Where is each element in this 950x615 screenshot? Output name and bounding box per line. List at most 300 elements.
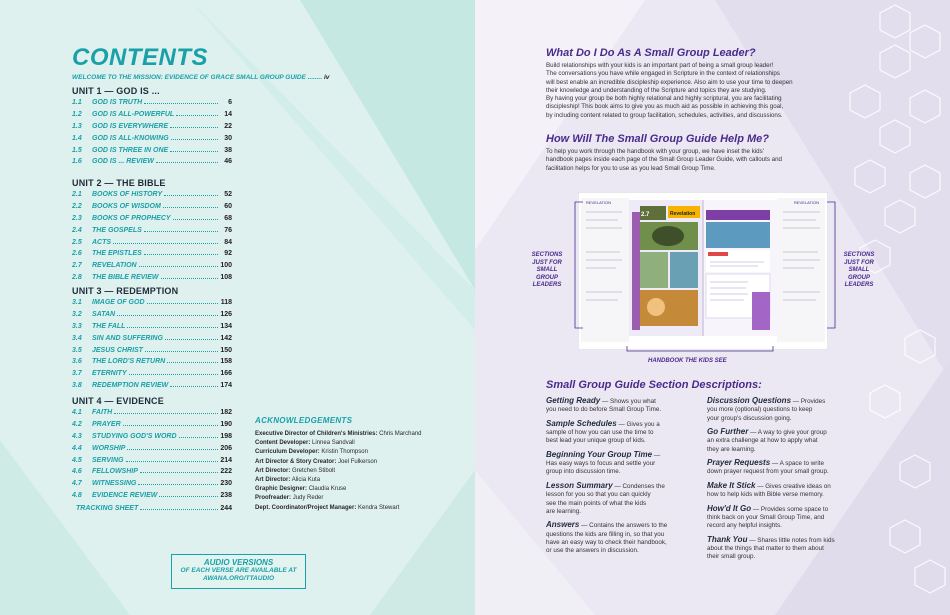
toc-page: 244 [220, 505, 232, 512]
toc-page: 46 [224, 158, 232, 166]
toc-page: 52 [224, 191, 232, 198]
description-dash: — [600, 398, 611, 405]
toc-number: 2.2 [72, 202, 82, 210]
ack-role: Art Director & Story Creator: [255, 458, 337, 465]
toc-label: BOOKS OF PROPHECY [92, 214, 171, 222]
toc-number: 2.8 [72, 274, 82, 282]
toc-row[interactable] [72, 227, 232, 239]
toc-row[interactable] [72, 468, 232, 480]
ack-role: Curriculum Developer: [255, 449, 320, 456]
toc-row-tracking-sheet[interactable] [76, 505, 232, 512]
toc-label: THE LORD'S RETURN [92, 358, 166, 366]
description-line: down prayer request from your small group. [707, 468, 829, 476]
description-dash: — [751, 505, 761, 513]
toc-dots [176, 115, 218, 116]
description-line: Condenses the [622, 482, 665, 490]
toc-label: GOD IS THREE IN ONE [92, 146, 169, 154]
description-line: record any helpful insights. [707, 522, 782, 530]
toc-page: 230 [220, 480, 232, 488]
toc-row[interactable] [72, 492, 232, 504]
toc-dots [167, 362, 218, 363]
description-dash: — [612, 482, 623, 490]
toc-number: 4.7 [72, 480, 82, 488]
description-dash: — [748, 429, 758, 437]
toc-label: ACTS [92, 238, 112, 246]
toc-dots [140, 472, 218, 473]
toc-page: 174 [220, 382, 232, 390]
toc-page: 118 [220, 299, 232, 306]
description-line: you need to do before Small Group Time. [546, 406, 662, 414]
toc-page: 150 [220, 346, 232, 354]
toc-number: 4.6 [72, 468, 82, 476]
toc-page: 166 [220, 370, 232, 378]
description-line: Provides some space to [760, 505, 829, 513]
description-line: Shares little notes from kids [757, 536, 835, 544]
toc-page: 38 [224, 146, 232, 154]
welcome-entry[interactable] [72, 74, 372, 81]
toc-dots [170, 386, 218, 387]
audio-line-1: AUDIO VERSIONS [203, 558, 274, 567]
description-line: A way to give your group [757, 429, 827, 437]
ack-role: Executive Director of Children's Ministries: [255, 431, 378, 437]
toc-number: 4.3 [72, 432, 82, 440]
description-dash: — [652, 451, 661, 459]
toc-dots [113, 243, 218, 244]
description-line: have an easy way to check their handbook, [546, 538, 667, 546]
toc-label: ETERNITY [92, 370, 127, 378]
toc-unit [72, 178, 232, 286]
toc-row[interactable] [72, 158, 232, 170]
toc-row[interactable] [72, 99, 232, 111]
acknowledgement-line [255, 467, 465, 476]
toc-page: 60 [224, 202, 232, 210]
toc-number: 1.2 [72, 110, 82, 118]
toc-label: FAITH [92, 409, 113, 416]
acknowledgements-title: ACKNOWLEDGEMENTS [255, 416, 353, 425]
acknowledgement-line [255, 494, 465, 503]
toc-dots [114, 413, 218, 414]
toc-page: 214 [220, 456, 232, 464]
toc-row[interactable] [72, 239, 232, 251]
handbook-section-number: 2.7 [641, 212, 650, 218]
toc-page: 84 [224, 238, 232, 246]
description-title: Lesson Summary [546, 480, 613, 490]
toc-page: 6 [228, 99, 232, 106]
handbook-section-title: Revelation [670, 211, 696, 217]
ack-role: Art Director: [255, 467, 291, 474]
description-dash: — [770, 460, 780, 468]
descriptions-column-left [546, 397, 701, 561]
ack-role: Dept. Coordinator/Project Manager: [255, 504, 357, 511]
description-dash: — [747, 536, 758, 544]
description-dash: — [755, 482, 766, 490]
ack-role: Proofreader: [255, 495, 292, 502]
toc-number: 2.6 [72, 250, 82, 258]
paragraph-line: Build relationships with your kids is an important part of being a small group leader! [546, 62, 774, 69]
description-line: how to help kids with Bible verse memory. [707, 491, 824, 499]
description-item [546, 482, 701, 516]
toc-page: 142 [220, 334, 232, 342]
toc-dots [145, 351, 218, 352]
ack-name: Joel Fulkerson [338, 458, 378, 465]
toc-number: 1.4 [72, 134, 82, 142]
toc-row[interactable] [72, 409, 232, 421]
toc-number: 2.1 [72, 191, 82, 198]
toc-page: 100 [220, 262, 232, 270]
paragraph-line: by including content related to group facilitation, schedules, activities, and discussions. [546, 111, 783, 119]
section-body-leader [546, 62, 836, 120]
paragraph-line: discipleship! This book aims to give you as much aid as possible in achieving this goal, [546, 103, 784, 111]
toc-label: THE EPISTLES [92, 250, 142, 258]
bracket-left [565, 200, 585, 330]
toc-row[interactable] [72, 433, 232, 445]
toc-row[interactable] [72, 123, 232, 135]
description-title: Prayer Requests [707, 458, 771, 468]
paragraph-line: SECTIONS [531, 252, 563, 258]
description-line: their small group. [707, 553, 756, 561]
description-line: see the main points of what the kids [546, 499, 647, 507]
toc-row[interactable] [72, 382, 232, 394]
ack-role: Art Director: [255, 477, 291, 484]
ack-name: Alicia Kuta [291, 477, 321, 484]
toc-page: 222 [220, 468, 232, 476]
paragraph-line: SMALL [536, 267, 558, 273]
toc-page: 126 [220, 310, 232, 318]
description-item [546, 420, 701, 446]
description-dash: — [579, 522, 590, 530]
paragraph-line: facilitation helps for you to use as you lead Small Group Time. [546, 164, 716, 172]
description-item [707, 505, 862, 531]
description-line: A space to write [779, 460, 825, 468]
toc-row[interactable] [72, 111, 232, 123]
toc-label: THE BIBLE REVIEW [92, 274, 159, 282]
description-line: best lead your unique group of kids. [546, 437, 646, 445]
description-dash: — [616, 420, 627, 428]
toc-dots [127, 449, 218, 450]
page-title: CONTENTS [72, 44, 208, 71]
label-sections-right [840, 252, 878, 290]
paragraph-line: JUST FOR [844, 259, 874, 266]
paragraph-line: JUST FOR [532, 259, 562, 266]
description-line: an extra challenge at how to apply what [707, 437, 818, 445]
description-line: Has easy ways to focus and settle your [546, 460, 656, 468]
description-title: Go Further [707, 427, 749, 437]
acknowledgements [255, 416, 465, 513]
toc-page: 158 [220, 358, 232, 366]
toc-page: 22 [224, 122, 232, 130]
toc-row[interactable] [72, 250, 232, 262]
paragraph-line: their knowledge and understanding of the Scripture and topics they are studying. [546, 86, 767, 94]
paragraph-line: The conversations you have while engaged in Scripture in the context of relationships [546, 70, 780, 78]
description-item [707, 428, 862, 454]
toc-number: 3.8 [72, 382, 82, 390]
toc-row[interactable] [72, 147, 232, 159]
acknowledgement-line [255, 439, 465, 448]
toc-dots [144, 231, 218, 232]
audio-versions-box [171, 554, 306, 589]
toc-label: IMAGE OF GOD [92, 299, 145, 306]
toc-number: 2.5 [72, 238, 82, 246]
toc-label: GOD IS ... REVIEW [92, 158, 154, 166]
toc-number: 3.4 [72, 334, 82, 342]
toc-dots [144, 103, 218, 104]
toc-dots [138, 484, 218, 485]
description-dash: — [791, 398, 801, 405]
toc-page: 134 [220, 322, 232, 330]
toc-page: 14 [224, 110, 232, 118]
welcome-label: WELCOME TO THE MISSION: EVIDENCE OF GRACE SMALL GROUP GUIDE [72, 74, 306, 81]
toc-page: 108 [220, 274, 232, 282]
toc-row[interactable] [72, 274, 232, 286]
ack-name: Gretchen Stibolt [292, 467, 336, 474]
toc-label: THE FALL [92, 322, 126, 330]
toc-row[interactable] [72, 203, 232, 215]
toc-number: 1.1 [72, 99, 82, 106]
paragraph-line: SECTIONS [843, 252, 875, 258]
unit-title: UNIT 1 — GOD IS ... [72, 86, 160, 96]
toc-label: REVELATION [92, 262, 137, 270]
handbook-illustration [578, 192, 828, 350]
toc-label: FELLOWSHIP [92, 468, 138, 476]
toc-label: WITNESSING [92, 480, 137, 488]
toc-dots [161, 278, 218, 279]
ack-name: Judy Reder [292, 495, 324, 502]
handbook-right-header: REVELATION [794, 200, 820, 205]
toc-number: 4.4 [72, 444, 82, 452]
description-line: lesson for you so that you can quickly [546, 491, 651, 499]
acknowledgement-line [255, 485, 465, 494]
toc-row[interactable] [72, 457, 232, 469]
bracket-bottom [625, 345, 775, 357]
toc-row[interactable] [72, 358, 232, 370]
description-item [707, 482, 862, 500]
toc-number: 4.1 [72, 409, 82, 416]
toc-dots [144, 254, 218, 255]
description-line: group into discussion time. [546, 468, 621, 476]
toc-row[interactable] [72, 135, 232, 147]
toc-row[interactable] [72, 262, 232, 274]
description-title: Answers [546, 520, 580, 530]
label-sections-left [528, 252, 566, 290]
toc-label: JESUS CHRIST [92, 346, 143, 354]
toc-number: 3.2 [72, 310, 82, 318]
toc-row[interactable] [72, 347, 232, 359]
toc-unit [72, 396, 232, 504]
ack-name: Linnea Sandvall [312, 440, 355, 447]
description-line: you more (optional) questions to keep [707, 406, 813, 414]
description-line: sample of how you can use the time to [546, 429, 654, 437]
paragraph-line: To help you work through the handbook with your group, we have inset the kids' [546, 148, 764, 155]
description-title: Getting Ready [546, 396, 601, 405]
toc-dots [179, 437, 219, 438]
toc-row[interactable] [72, 191, 232, 203]
toc-row[interactable] [72, 445, 232, 457]
unit-title: UNIT 2 — THE BIBLE [72, 178, 166, 188]
toc-row[interactable] [72, 323, 232, 335]
label-handbook-kids-see: HANDBOOK THE KIDS SEE [648, 358, 727, 364]
toc-dots [173, 219, 218, 220]
description-line: think back on your Small Group Time, and [707, 514, 825, 522]
description-line: questions the kids are filling in, so that you [546, 530, 665, 538]
description-item [707, 459, 862, 477]
toc-number: 2.4 [72, 226, 82, 234]
toc-number: 4.5 [72, 456, 82, 464]
toc-label: SATAN [92, 310, 116, 318]
unit-title: UNIT 4 — EVIDENCE [72, 396, 164, 406]
toc-label: SIN AND SUFFERING [92, 334, 163, 342]
section-body-guide [546, 148, 836, 173]
paragraph-line: GROUP [847, 274, 870, 281]
acknowledgement-line [255, 458, 465, 467]
audio-url: AWANA.ORG/TTAUDIO [202, 575, 274, 582]
paragraph-line: LEADERS [844, 282, 874, 288]
toc-dots [127, 327, 218, 328]
toc-page: 238 [220, 492, 232, 500]
toc-label: BOOKS OF HISTORY [92, 191, 163, 198]
toc-number: 1.5 [72, 146, 82, 154]
acknowledgement-line [255, 504, 465, 513]
toc-label: SERVING [92, 456, 124, 464]
toc-number: 2.3 [72, 214, 82, 222]
toc-label: BOOKS OF WISDOM [92, 202, 161, 210]
toc-row[interactable] [72, 311, 232, 323]
description-title: Sample Schedules [546, 418, 617, 428]
section-heading-guide: How Will The Small Group Guide Help Me? [546, 133, 769, 145]
description-line: Gives creative ideas on [765, 482, 831, 490]
ack-role: Content Developer: [255, 440, 311, 447]
toc-dots [129, 374, 218, 375]
description-line: or use the answers in discussion. [546, 547, 639, 555]
ack-name: Claudia Kruse [308, 486, 347, 493]
toc-label: EVIDENCE REVIEW [92, 492, 158, 500]
welcome-dots: ........ [307, 74, 323, 81]
toc-number: 3.5 [72, 346, 82, 354]
toc-number: 3.6 [72, 358, 82, 366]
toc-dots [171, 139, 218, 140]
toc-dots [156, 162, 218, 163]
toc-dots [147, 303, 219, 304]
bracket-right [825, 200, 845, 330]
toc-page: 76 [224, 226, 232, 234]
toc-page: 198 [220, 432, 232, 440]
paragraph-line: SMALL [848, 267, 870, 273]
toc-number: 2.7 [72, 262, 82, 270]
description-line: about the things that matter to them about [707, 545, 824, 553]
toc-dots [170, 127, 218, 128]
toc-label: WORSHIP [92, 444, 126, 452]
description-line: Provides [800, 398, 826, 405]
toc-label: THE GOSPELS [92, 226, 142, 234]
toc-number: 3.7 [72, 370, 82, 378]
toc-dots [126, 461, 218, 462]
description-line: Gives you a [626, 420, 660, 428]
toc-label: GOD IS ALL-KNOWING [92, 134, 169, 142]
toc-number: 4.2 [72, 420, 82, 428]
toc-page: 68 [224, 214, 232, 222]
toc-page: 30 [224, 134, 232, 142]
acknowledgement-line [255, 448, 465, 457]
toc-row[interactable] [72, 370, 232, 382]
toc-dots [170, 151, 218, 152]
toc-dots [123, 425, 218, 426]
toc-dots [117, 315, 218, 316]
description-title: Discussion Questions [707, 396, 792, 405]
paragraph-line: By having your group be both highly relational and highly scriptural, you are facilitating [546, 95, 782, 103]
description-item [546, 521, 701, 555]
toc-page: 206 [220, 444, 232, 452]
toc-number: 4.8 [72, 492, 82, 500]
ack-name: Kendra Stewart [358, 504, 400, 511]
toc-label: GOD IS EVERYWHERE [92, 122, 169, 130]
ack-name: Kristin Thompson [321, 449, 368, 456]
description-item [546, 451, 701, 477]
toc-number: 1.6 [72, 158, 82, 166]
toc-number: 1.3 [72, 122, 82, 130]
toc-page: 182 [220, 409, 232, 416]
toc-dots [159, 496, 218, 497]
paragraph-line: GROUP [535, 274, 558, 281]
toc-row[interactable] [72, 421, 232, 433]
paragraph-line: will best enable an incredible discipleship experience. Also aim to use your time to deepen [546, 78, 793, 86]
description-line: they are learning. [707, 445, 756, 453]
description-item [707, 397, 862, 423]
ack-name: Chris Marchand [379, 431, 422, 437]
descriptions-heading: Small Group Guide Section Descriptions: [546, 379, 762, 391]
toc-row[interactable] [72, 480, 232, 492]
section-heading-leader: What Do I Do As A Small Group Leader? [546, 47, 756, 59]
unit-title: UNIT 3 — REDEMPTION [72, 286, 179, 296]
descriptions-column-right [707, 397, 862, 567]
paragraph-line: handbook pages inside each page of the Small Group Leader Guide, with callouts and [546, 156, 782, 164]
description-line: Shows you what [610, 398, 656, 405]
toc-dots [140, 509, 218, 510]
toc-dots [139, 266, 218, 267]
toc-row[interactable] [72, 215, 232, 227]
toc-number: 3.1 [72, 299, 82, 306]
welcome-page: iv [323, 74, 330, 81]
toc-label: GOD IS ALL-POWERFUL [92, 110, 175, 118]
acknowledgement-line [255, 476, 465, 485]
toc-page: 190 [220, 420, 232, 428]
toc-number: 3.3 [72, 322, 82, 330]
handbook-left-header: REVELATION [586, 200, 612, 205]
toc-unit [72, 86, 232, 170]
toc-label: PRAYER [92, 420, 121, 428]
audio-line-2: OF EACH VERSE ARE AVAILABLE AT [180, 567, 297, 574]
paragraph-line: LEADERS [532, 282, 562, 288]
toc-label: STUDYING GOD'S WORD [92, 432, 177, 440]
description-title: How'd It Go [707, 503, 752, 513]
description-line: Contains the answers to the [589, 522, 668, 530]
description-item [707, 536, 862, 562]
description-line: are learning. [546, 507, 582, 515]
acknowledgement-line [255, 430, 465, 439]
description-item [546, 397, 701, 415]
description-title: Beginning Your Group Time [546, 449, 653, 459]
description-title: Thank You [707, 534, 748, 544]
toc-dots [163, 207, 218, 208]
ack-role: Graphic Designer: [255, 486, 308, 493]
toc-row[interactable] [72, 299, 232, 311]
toc-row[interactable] [72, 335, 232, 347]
toc-unit [72, 286, 232, 394]
toc-label: TRACKING SHEET [76, 505, 139, 512]
toc-dots [165, 339, 218, 340]
toc-label: GOD IS TRUTH [92, 99, 143, 106]
description-title: Make It Stick [707, 480, 756, 490]
description-line: your group's discussion going. [707, 414, 792, 422]
toc-dots [164, 195, 218, 196]
